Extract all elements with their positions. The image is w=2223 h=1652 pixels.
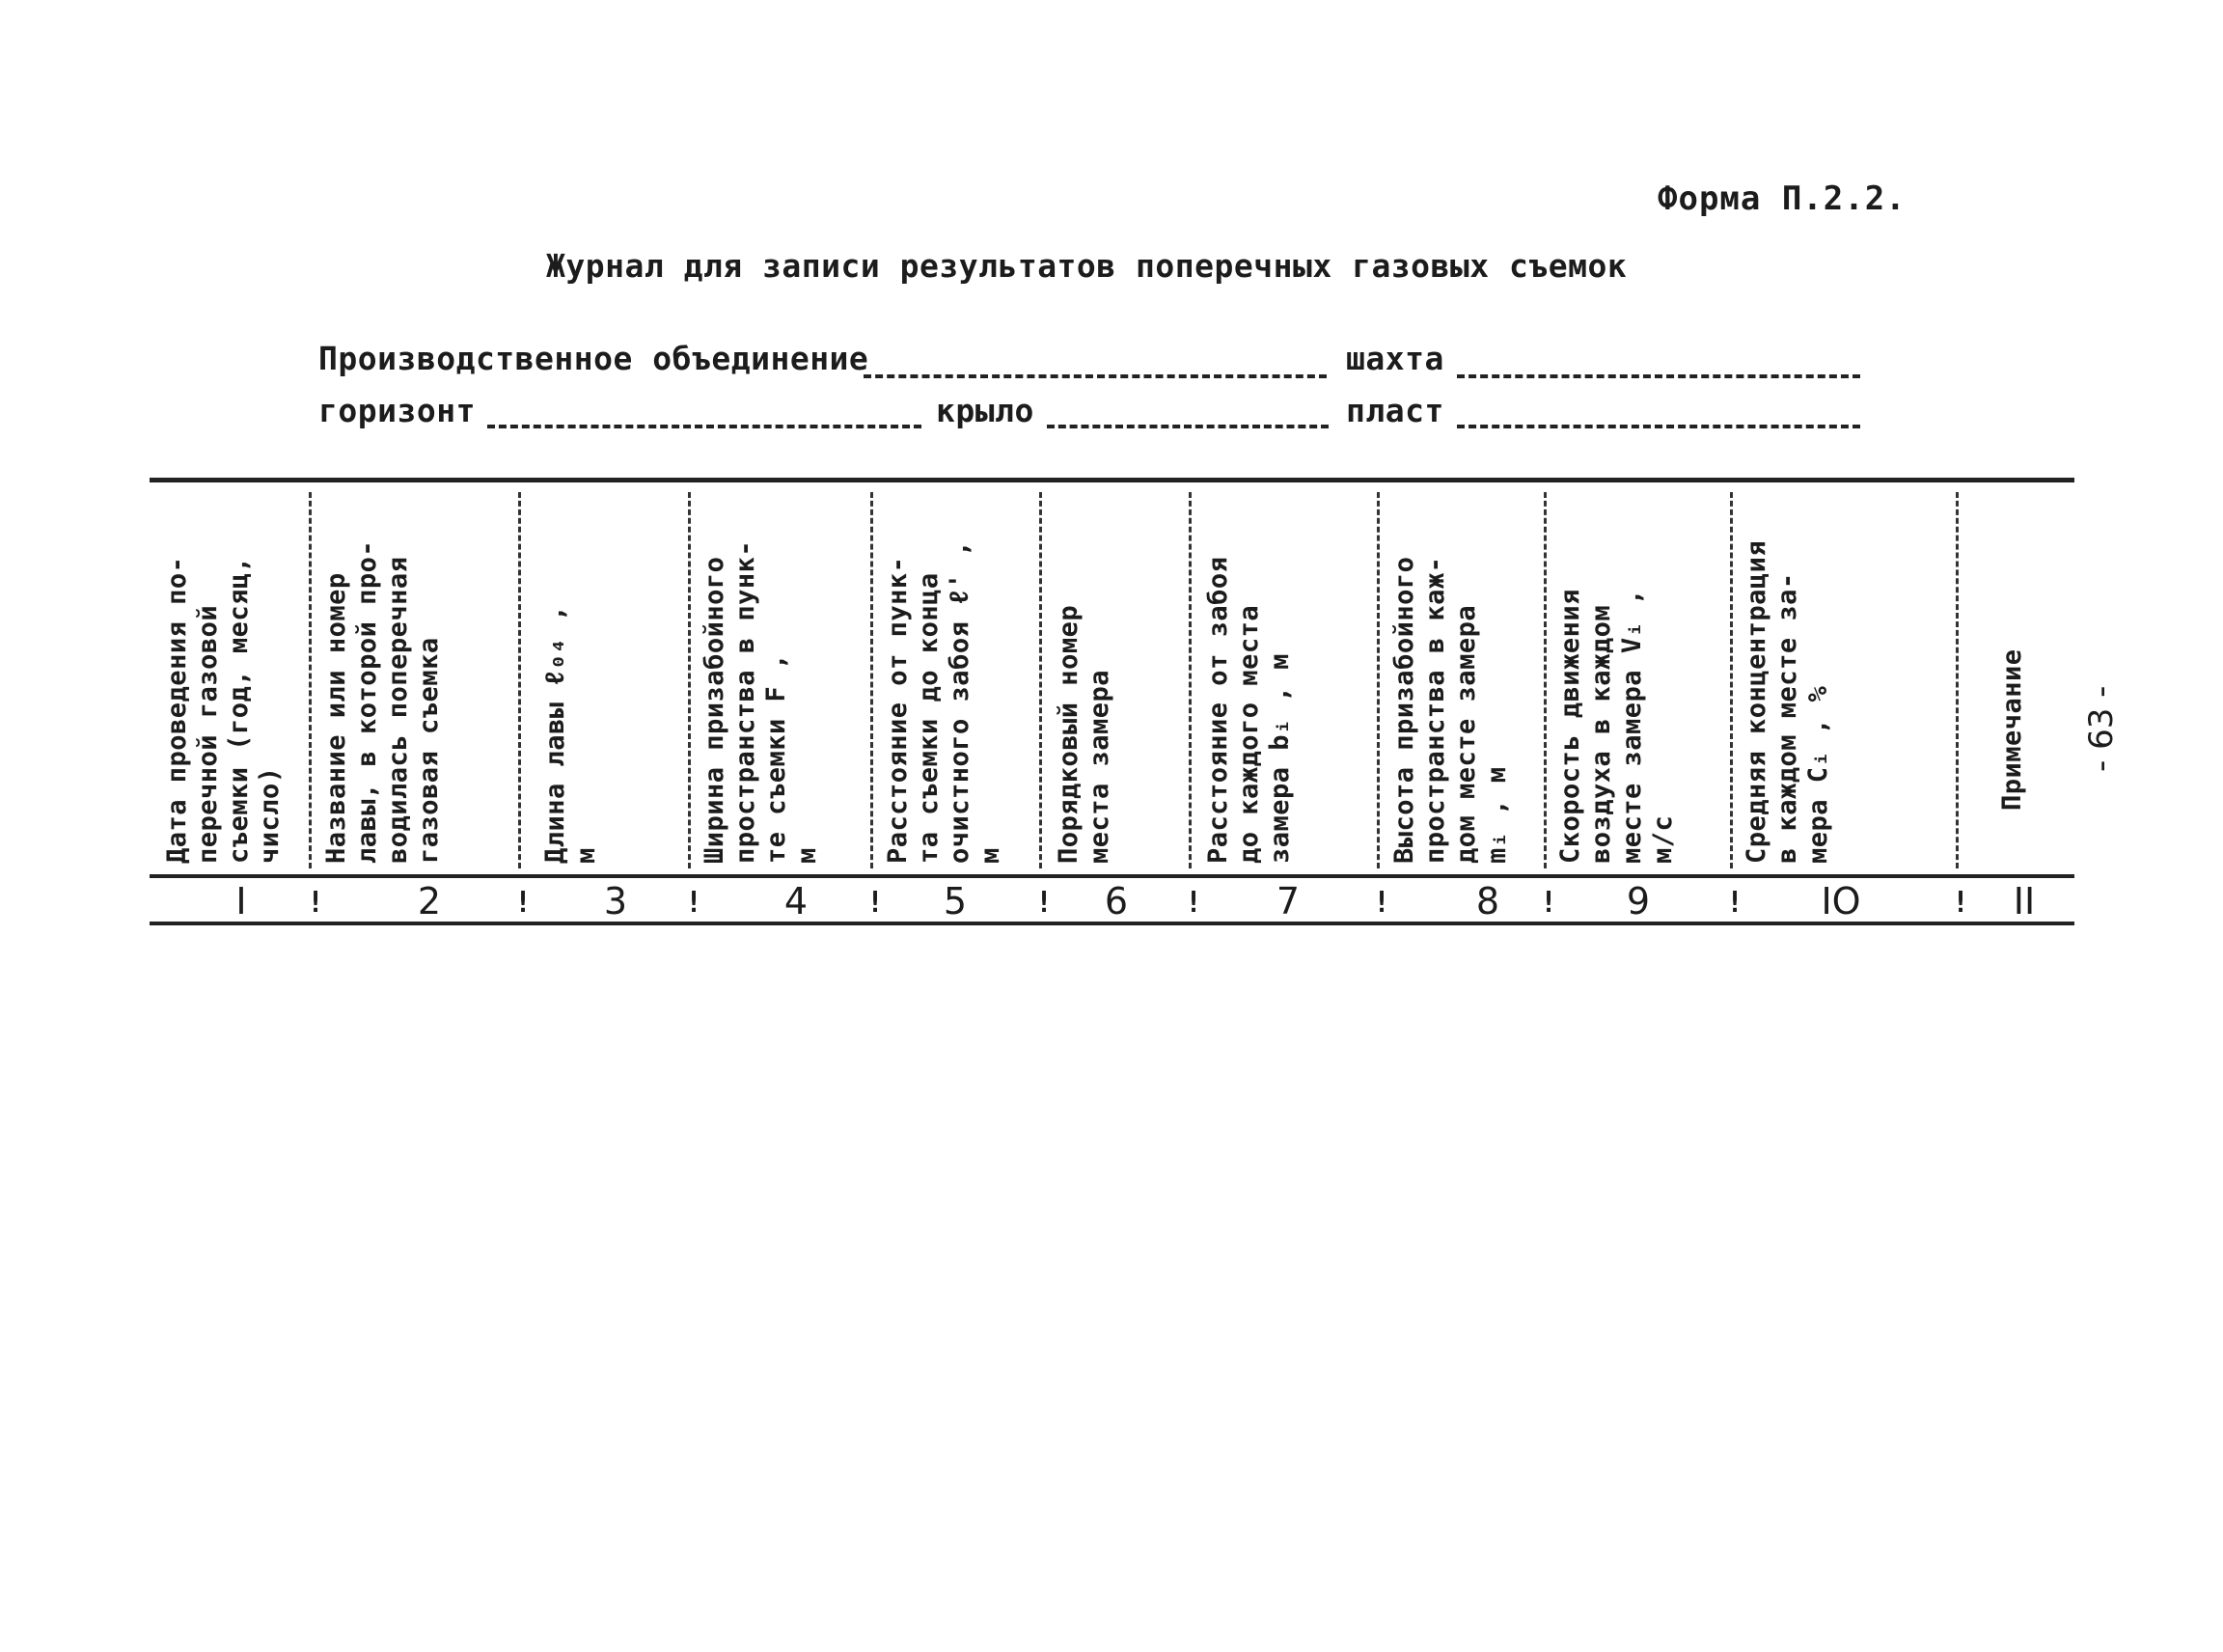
column-number: 7 (1276, 880, 1301, 922)
column-header-air-velocity: Скорость движения воздуха в каждом месте замера Vᵢ , м/с (1555, 589, 1678, 864)
column-separator (1544, 492, 1547, 868)
column-header-width: Ширина призабойного пространства в пунк- те съемки F , м (700, 539, 822, 864)
number-separator: ! (866, 886, 885, 920)
page-number: - 63 - (2082, 685, 2121, 772)
field-mine-label: шахта (1346, 340, 1444, 377)
column-number: 4 (783, 880, 809, 922)
column-number: 8 (1475, 880, 1500, 922)
column-separator (309, 492, 312, 868)
column-header-distance-from-face: Расстояние от забоя до каждого места замера bᵢ , м (1203, 556, 1295, 864)
column-separator (518, 492, 521, 868)
column-number: II (2013, 880, 2036, 922)
column-number: 2 (417, 880, 442, 922)
number-separator: ! (1952, 886, 1970, 920)
column-header-lava-name: Название или номер лавы, в которой про- водилась поперечная газовая съемка (321, 539, 444, 864)
field-horizon-label: горизонт (318, 392, 476, 429)
column-header-point-number: Порядковый номер места замера (1054, 604, 1114, 864)
number-separator: ! (1035, 886, 1054, 920)
column-separator (1377, 492, 1380, 868)
column-separator (1189, 492, 1192, 868)
field-association-blank[interactable] (864, 374, 1327, 378)
number-separator: ! (1185, 886, 1203, 920)
field-association-label: Производственное объединение (318, 340, 869, 377)
column-header-note: Примечание (1997, 648, 2027, 811)
field-seam-label: пласт (1346, 392, 1444, 429)
column-number: 6 (1104, 880, 1129, 922)
column-header-lava-length: Длина лавы ℓ₀₄ , м (540, 604, 601, 864)
column-separator (688, 492, 691, 868)
table-top-rule (150, 478, 2074, 482)
column-header-height: Высота призабойного пространства в каж- дом месте замера mᵢ , м (1389, 556, 1512, 864)
column-number: IO (1821, 880, 1861, 922)
number-separator: ! (1373, 886, 1391, 920)
field-wing-blank[interactable] (1047, 425, 1329, 428)
column-separator (1956, 492, 1959, 868)
document-title: Журнал для записи результатов поперечных газовых съемок (546, 247, 1628, 285)
field-seam-blank[interactable] (1457, 425, 1860, 428)
column-number: 9 (1626, 880, 1651, 922)
number-separator: ! (1540, 886, 1558, 920)
column-header-distance-to-end: Расстояние от пунк- та съемки до конца очистного забоя ℓ' , м (883, 539, 1005, 864)
column-header-date: Дата проведения по- перечной газовой съемки (год, месяц, число) (162, 556, 285, 864)
column-number: 5 (943, 880, 968, 922)
column-header-concentration: Средняя концентрация в каждом месте за- мера Cᵢ , % (1742, 539, 1833, 864)
number-separator: ! (514, 886, 533, 920)
number-separator: ! (1726, 886, 1744, 920)
field-horizon-blank[interactable] (487, 425, 921, 428)
column-separator (1730, 492, 1733, 868)
column-separator (1039, 492, 1042, 868)
form-label: Форма П.2.2. (1658, 179, 1907, 218)
column-separator (870, 492, 873, 868)
field-wing-label: крыло (936, 392, 1034, 429)
number-separator: ! (685, 886, 703, 920)
table-header-bottom-rule (150, 874, 2074, 878)
column-number: 3 (603, 880, 628, 922)
column-number: I (235, 880, 247, 922)
field-mine-blank[interactable] (1457, 374, 1860, 378)
number-separator: ! (307, 886, 325, 920)
